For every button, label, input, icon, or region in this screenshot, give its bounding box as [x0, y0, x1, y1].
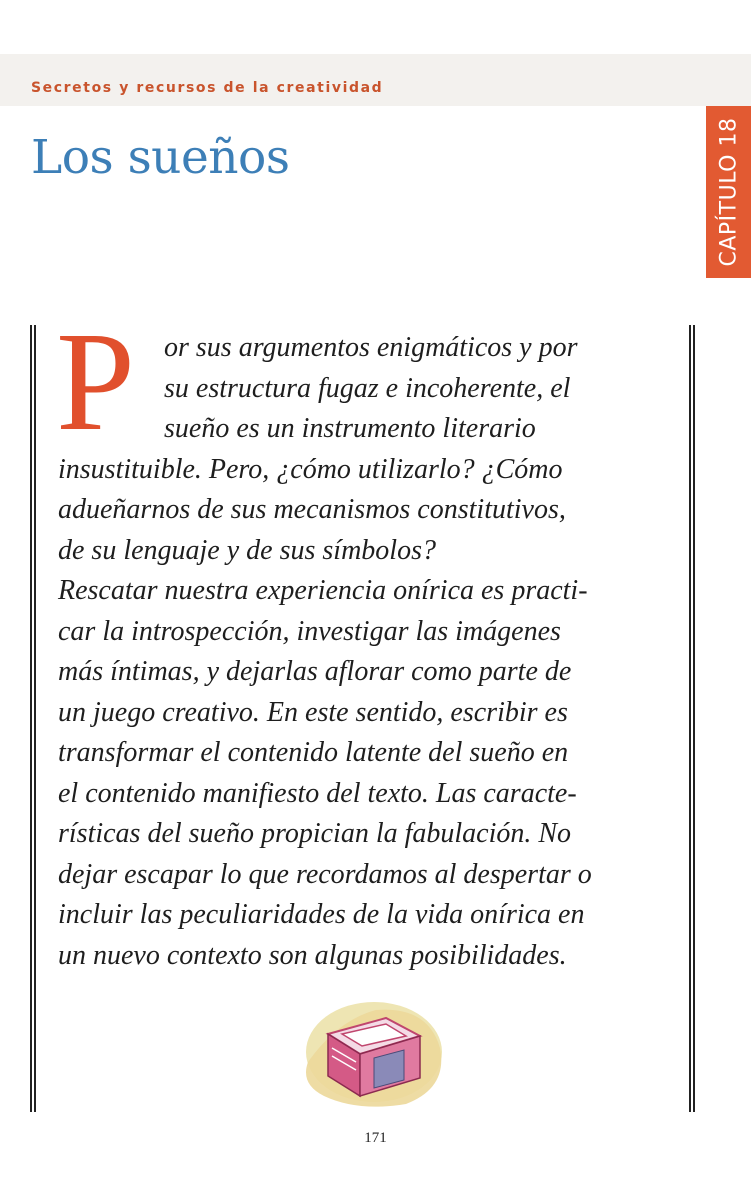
- body-line: de su lenguaje y de sus símbolos?: [58, 534, 436, 566]
- page-title: Los sueños: [31, 130, 290, 185]
- body-line: el contenido manifiesto del texto. Las caracte-: [58, 777, 577, 809]
- body-line: un juego creativo. En este sentido, escribir es: [58, 696, 568, 728]
- right-double-rule: [689, 325, 695, 1112]
- body-line: más íntimas, y dejarlas aflorar como parte de: [58, 656, 572, 687]
- body-line: or sus argumentos enigmáticos y por: [164, 332, 578, 363]
- body-line: un nuevo contexto son algunas posibilidades.: [58, 939, 567, 971]
- page-number: 171: [364, 1130, 387, 1146]
- chapter-label: CAPÍTULO 18: [716, 117, 741, 267]
- body-line: Rescatar nuestra experiencia onírica es practi-: [58, 575, 588, 606]
- book-illustration: [298, 1000, 448, 1110]
- body-line: adueñarnos de sus mecanismos constitutivos,: [58, 494, 566, 525]
- body-line: su estructura fugaz e incoherente, el: [164, 372, 571, 404]
- drop-cap: P: [56, 302, 135, 460]
- body-line: transformar el contenido latente del sueño en: [58, 737, 569, 768]
- body-line: dejar escapar lo que recordamos al despertar o: [58, 858, 592, 890]
- body-line: incluir las peculiaridades de la vida onírica en: [58, 899, 585, 930]
- body-paragraph: [58, 328, 660, 976]
- chapter-tab: [706, 106, 751, 278]
- left-double-rule: [30, 325, 36, 1112]
- body-line: insustituible. Pero, ¿cómo utilizarlo? ¿Cómo: [58, 453, 563, 485]
- body-line: rísticas del sueño propician la fabulación. No: [58, 818, 572, 849]
- running-head: Secretos y recursos de la creatividad: [31, 80, 384, 96]
- body-line: car la introspección, investigar las imágenes: [58, 615, 561, 647]
- body-line: sueño es un instrumento literario: [164, 413, 536, 444]
- book-icon: [298, 1000, 448, 1110]
